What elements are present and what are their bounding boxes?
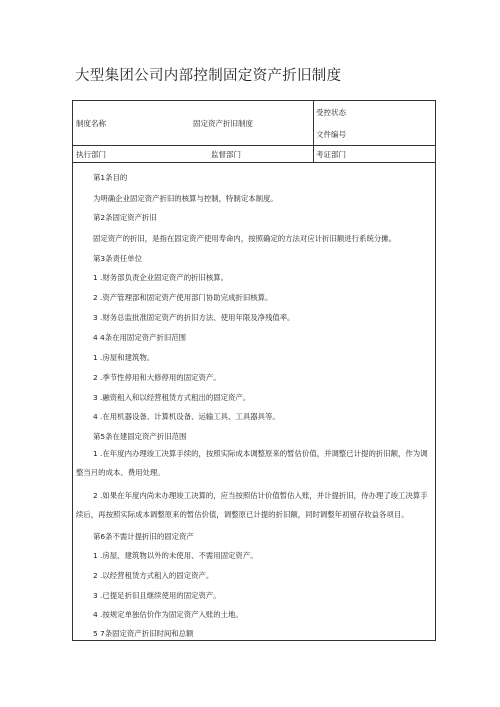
article-heading: 5 7条固定资产折旧时间和总额 xyxy=(93,629,194,638)
article-heading: 第3条责任单位 xyxy=(93,254,143,263)
body-line: 固定资产的折旧，是指在固定资产使用寿命内，按照确定的方法对应计折旧额进行系统分摊。 xyxy=(93,234,397,243)
table-bottom-border xyxy=(72,640,435,641)
article-heading: 4 4条在用固定资产折旧范围 xyxy=(93,333,187,342)
paragraph: 2 .如果在年度内尚未办理竣工决算的，应当按照估计价值暂估入账，并计提折旧，待办理了竣工决算手续后，再按照实际成本调整原来的暂估价值，调整原已计提的折旧额，同时调整年初留存收益各项目。 xyxy=(76,491,428,519)
list-item: 2 .季节性停用和大修停用的固定资产。 xyxy=(93,373,221,382)
policy-name-label: 制度名称 xyxy=(76,119,106,128)
list-item: 2 .以经营租赁方式租入的固定资产。 xyxy=(93,571,214,580)
executing-department-label: 执行部门 xyxy=(76,150,106,159)
article-heading: 第5条在建固定资产折旧范围 xyxy=(93,432,187,441)
document-number-label: 文件编号 xyxy=(316,130,346,139)
list-item: 4 .按规定单独估价作为固定资产入账的土地。 xyxy=(93,610,243,619)
article-heading: 第1条目的 xyxy=(93,173,128,182)
table-divider xyxy=(72,162,435,163)
list-item: 4 .在用机器设备、计算机设备、运输工具、工具器具等。 xyxy=(93,412,280,421)
article-heading: 第2条固定资产折旧 xyxy=(93,213,157,222)
control-status-label: 受控状态 xyxy=(316,108,346,117)
table-divider xyxy=(72,145,435,146)
list-item: 1 .房屋、建筑物以外的未使用、不需用固定资产。 xyxy=(93,551,258,560)
article-heading: 第6条不需计提折旧的固定资产 xyxy=(93,532,194,541)
list-item: 1 .财务部负责企业固定资产的折旧核算。 xyxy=(93,273,229,282)
document-title: 大型集团公司内部控制固定资产折旧制度 xyxy=(75,68,342,84)
list-item: 3 .已提足折旧且继续使用的固定资产。 xyxy=(93,591,221,600)
policy-name-value: 固定资产折旧制度 xyxy=(193,119,253,128)
list-item: 3 .财务总监批准固定资产的折旧方法、使用年限及净残值率。 xyxy=(93,313,295,322)
table-column-divider xyxy=(313,100,314,162)
supervising-department-label: 监督部门 xyxy=(211,150,241,159)
list-item: 1 .房屋和建筑物。 xyxy=(93,353,155,362)
body-line: 为明确企业固定资产折旧的核算与控制，特制定本制度。 xyxy=(93,194,278,203)
list-item: 2 .资产管理部和固定资产使用部门协助完成折旧核算。 xyxy=(93,293,273,302)
paragraph: 1 .在年度内办理竣工决算手续的，按照实际成本调整原来的暂估价值，并调整已计提的折旧额，作为调整当月的成本、费用处理。 xyxy=(76,449,428,477)
list-item: 3 .融资租入和以经营租赁方式租出的固定资产。 xyxy=(93,393,251,402)
verifying-department-label: 考证部门 xyxy=(316,150,346,159)
